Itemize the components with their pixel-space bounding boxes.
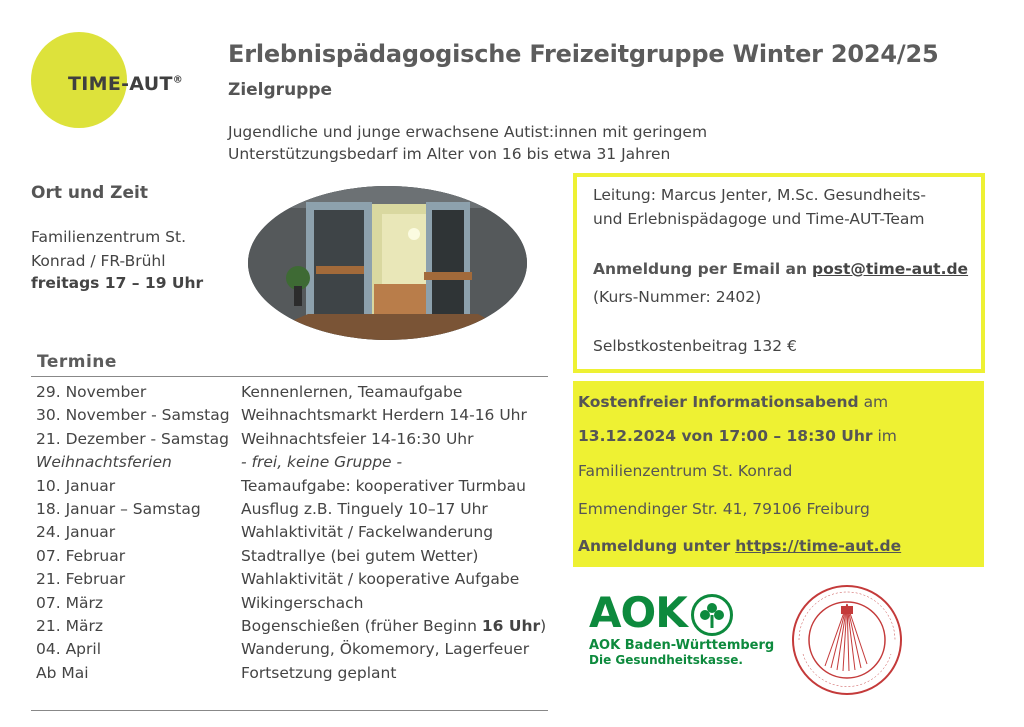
place-time-heading: Ort und Zeit <box>31 183 148 203</box>
info-evening-address: Emmendinger Str. 41, 79106 Freiburg <box>578 500 870 518</box>
info-evening-register: Anmeldung unter https://time-aut.de <box>578 537 902 555</box>
register-url-link[interactable]: https://time-aut.de <box>735 537 902 555</box>
register-line: Anmeldung per Email an post@time-aut.de <box>593 260 969 278</box>
list-item: 30. November - Samstag Weihnachtsmarkt Herdern 14-16 Uhr <box>36 406 527 425</box>
list-item: 24. Januar Wahlaktivität / Fackelwanderung <box>36 523 494 542</box>
list-item: 21. Dezember - Samstag Weihnachtsfeier 14-16:30 Uhr <box>36 429 474 448</box>
target-group-line: Unterstützungsbedarf im Alter von 16 bis etwa 31 Jahren <box>228 145 671 163</box>
dates-list <box>36 381 548 685</box>
foundation-seal <box>785 584 909 696</box>
aok-wordmark: AOK <box>589 588 687 637</box>
place-text <box>31 225 186 273</box>
list-item: Ab Mai Fortsetzung geplant <box>36 663 397 682</box>
info-evening-box <box>573 381 984 567</box>
list-item: 21. Februar Wahlaktivität / kooperative Aufgabe <box>36 570 520 589</box>
aok-tree-icon <box>691 594 733 636</box>
dates-heading: Termine <box>37 352 117 372</box>
list-item: 10. Januar Teamaufgabe: kooperativer Turmbau <box>36 476 526 495</box>
leader-line: und Erlebnispädagoge und Time-AUT-Team <box>593 210 925 228</box>
course-info-box <box>573 173 985 373</box>
target-group-line: Jugendliche und junge erwachsene Autist:innen mit geringem <box>228 123 708 141</box>
divider <box>31 376 548 377</box>
meeting-time: freitags 17 – 19 Uhr <box>31 274 204 292</box>
list-item: 29. November Kennenlernen, Teamaufgabe <box>36 383 463 401</box>
list-item: 21. März Bogenschießen (früher Beginn 16 Uhr) <box>36 616 547 635</box>
aok-region-text: AOK Baden-Württemberg <box>589 638 775 653</box>
leader-line: Leitung: Marcus Jenter, M.Sc. Gesundheits- <box>593 186 926 204</box>
list-item: 07. März Wikingerschach <box>36 593 364 612</box>
info-evening-venue: Familienzentrum St. Konrad <box>578 462 793 480</box>
aok-logo <box>589 588 775 667</box>
info-evening-title: Kostenfreier Informationsabend am <box>578 393 889 411</box>
list-item: 04. April Wanderung, Ökomemory, Lagerfeuer <box>36 640 530 659</box>
aok-slogan-text: Die Gesundheitskasse. <box>589 653 743 667</box>
entrance-photo-drawing <box>248 186 527 340</box>
page-title: Erlebnispädagogische Freizeitgruppe Winter 2024/25 <box>228 40 939 68</box>
target-group-text <box>228 121 707 165</box>
entrance-photo <box>248 186 527 340</box>
list-item: 07. Februar Stadtrallye (bei gutem Wetter) <box>36 546 479 565</box>
seal-icon <box>785 584 909 696</box>
list-item: 18. Januar – Samstag Ausflug z.B. Tinguely 10–17 Uhr <box>36 499 488 518</box>
cost-line: Selbstkostenbeitrag 132 € <box>593 337 797 355</box>
list-item: Weihnachtsferien - frei, keine Gruppe - <box>36 453 403 472</box>
info-evening-datetime: 13.12.2024 von 17:00 – 18:30 Uhr im <box>578 427 897 445</box>
target-group-heading: Zielgruppe <box>228 80 333 100</box>
course-number: (Kurs-Nummer: 2402) <box>593 288 762 306</box>
place-line: Konrad / FR-Brühl <box>31 252 166 270</box>
divider <box>31 710 548 711</box>
logo-text: TIME-AUT® <box>68 73 184 95</box>
place-line: Familienzentrum St. <box>31 228 187 246</box>
register-email-link[interactable]: post@time-aut.de <box>811 260 969 278</box>
